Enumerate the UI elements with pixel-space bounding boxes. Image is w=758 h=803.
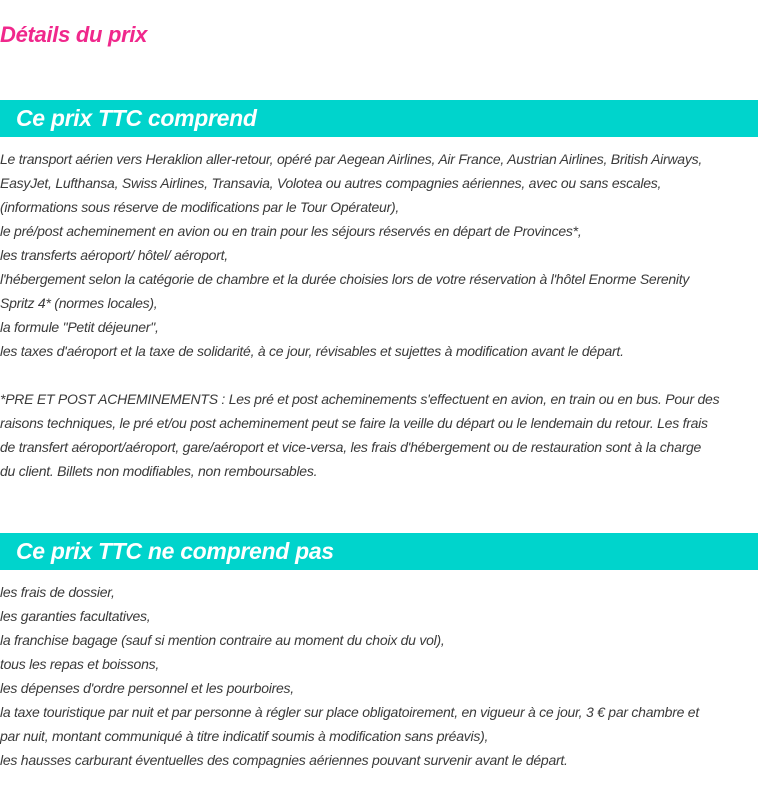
excluded-item-line: les garanties facultatives, [0, 608, 151, 624]
included-item-line: Spritz 4* (normes locales), [0, 295, 158, 311]
included-item-line: les taxes d'aéroport et la taxe de solidarité, à ce jour, révisables et sujettes à modification avant le départ. [0, 343, 624, 359]
excluded-item-line: les frais de dossier, [0, 584, 115, 600]
excluded-item-line: tous les repas et boissons, [0, 656, 160, 672]
included-item-line: (informations sous réserve de modifications par le Tour Opérateur), [0, 199, 400, 215]
note-line: de transfert aéroport/aéroport, gare/aéroport et vice-versa, les frais d'hébergement ou de restauration sont à la charge [0, 439, 702, 455]
included-item-line: Le transport aérien vers Heraklion aller-retour, opéré par Aegean Airlines, Air France, Austrian Airlines, British Airways, [0, 151, 702, 167]
excluded-item-line: par nuit, montant communiqué à titre indicatif soumis à modification sans préavis), [0, 728, 489, 744]
note-line: du client. Billets non modifiables, non remboursables. [0, 463, 318, 479]
included-item-line: l'hébergement selon la catégorie de chambre et la durée choisies lors de votre réservation à l'hôtel Enorme Serenity [0, 271, 690, 287]
excluded-item-line: les hausses carburant éventuelles des compagnies aériennes pouvant survenir avant le départ. [0, 752, 568, 768]
excluded-items-list [0, 580, 758, 772]
includes-section-header: Ce prix TTC comprend [0, 100, 758, 137]
excluded-item-line: la taxe touristique par nuit et par personne à régler sur place obligatoirement, en vigueur à ce jour, 3 € par chambre et [0, 704, 699, 720]
page-title: Détails du prix [0, 22, 148, 47]
included-item-line: la formule "Petit déjeuner", [0, 319, 159, 335]
excluded-item-line: la franchise bagage (sauf si mention contraire au moment du choix du vol), [0, 632, 445, 648]
included-item-line: EasyJet, Lufthansa, Swiss Airlines, Transavia, Volotea ou autres compagnies aériennes, avec ou sans escales, [0, 175, 662, 191]
included-items-list [0, 147, 758, 363]
included-item-line: le pré/post acheminement en avion ou en train pour les séjours réservés en départ de Provinces*, [0, 223, 582, 239]
included-item-line: les transferts aéroport/ hôtel/ aéroport, [0, 247, 228, 263]
note-line: raisons techniques, le pré et/ou post acheminement peut se faire la veille du départ ou le lendemain du retour. Les frais [0, 415, 708, 431]
excluded-item-line: les dépenses d'ordre personnel et les pourboires, [0, 680, 294, 696]
transfer-note [0, 387, 758, 483]
excludes-section-header: Ce prix TTC ne comprend pas [0, 533, 758, 570]
note-line: *PRE ET POST ACHEMINEMENTS : Les pré et post acheminements s'effectuent en avion, en train ou en bus. Pour des [0, 391, 720, 407]
